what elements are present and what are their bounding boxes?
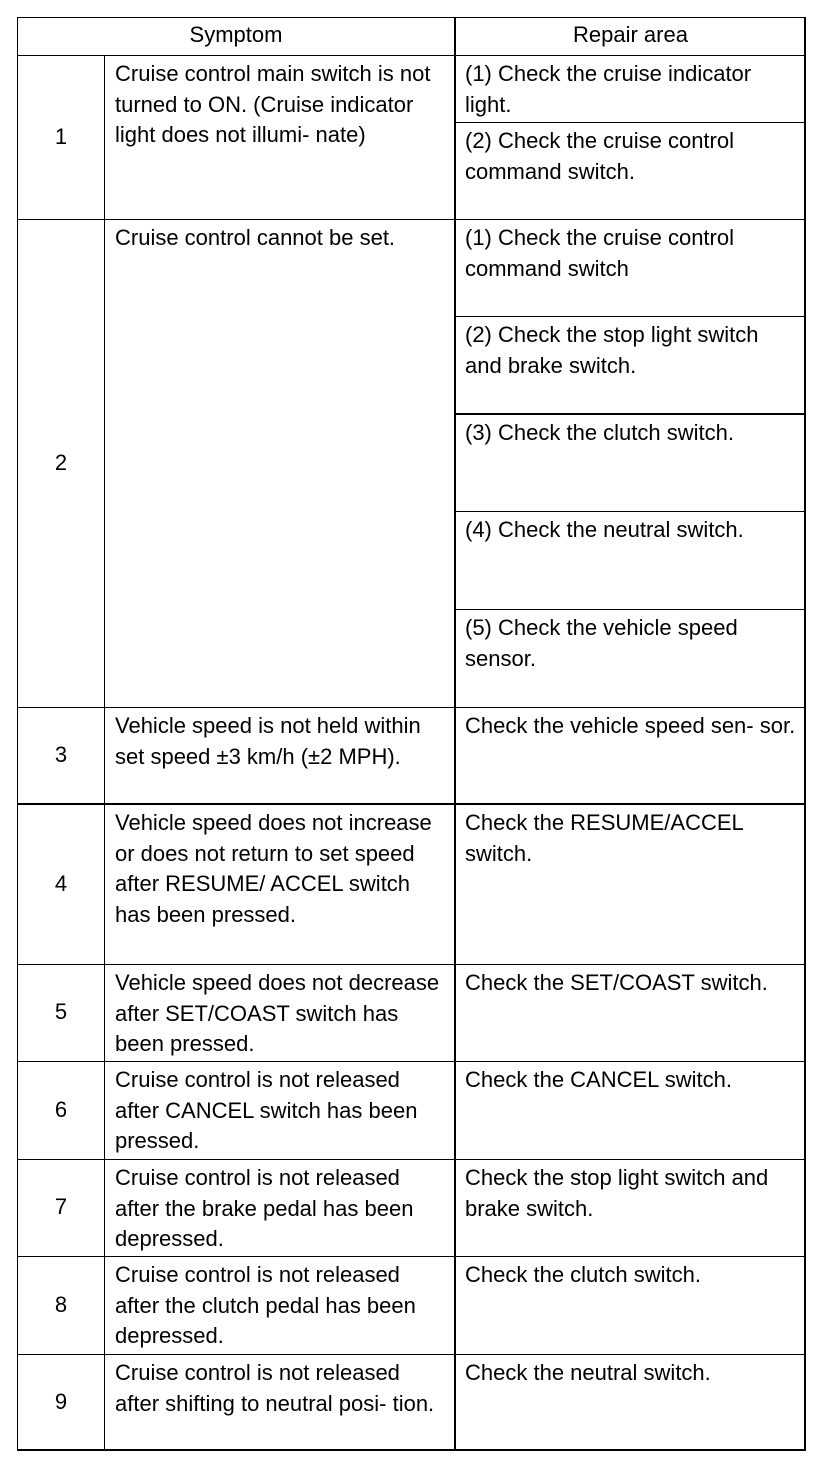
row-number: 5	[54, 999, 68, 1025]
row-divider	[17, 1354, 806, 1355]
symptom-cell: Cruise control main switch is not turned to ON. (Cruise indicator light does not illumi- nate)	[115, 61, 431, 147]
row-divider	[17, 803, 806, 805]
repair-cell: Check the SET/COAST switch.	[465, 970, 768, 995]
symptom-cell: Cruise control cannot be set.	[115, 225, 396, 250]
row-number: 3	[54, 742, 68, 768]
row-divider	[17, 1159, 806, 1160]
table-border-top	[17, 17, 806, 18]
row-divider	[17, 1256, 806, 1257]
column-divider	[454, 17, 456, 1451]
symptom-cell: Cruise control is not released after the clutch pedal has been depressed.	[115, 1262, 416, 1348]
repair-divider	[455, 316, 806, 317]
troubleshooting-table	[17, 17, 806, 1451]
repair-divider	[455, 413, 806, 415]
symptom-cell: Cruise control is not released after CANCEL switch has been pressed.	[115, 1067, 418, 1153]
row-divider	[17, 219, 806, 220]
row-number: 4	[54, 870, 68, 896]
header-repair-area: Repair area	[573, 22, 688, 47]
table-border-bottom	[17, 1449, 806, 1451]
repair-cell: Check the stop light switch and brake switch.	[465, 1165, 769, 1221]
symptom-cell: Cruise control is not released after shifting to neutral posi- tion.	[115, 1360, 435, 1416]
table-border-right	[804, 17, 806, 1451]
row-divider	[17, 707, 806, 708]
repair-cell: (1) Check the cruise control command switch	[465, 225, 734, 281]
repair-divider	[455, 122, 806, 123]
symptom-cell: Cruise control is not released after the brake pedal has been depressed.	[115, 1165, 414, 1251]
symptom-cell: Vehicle speed does not increase or does not return to set speed after RESUME/ ACCEL switch has been pressed.	[115, 810, 432, 927]
row-number: 2	[54, 449, 68, 475]
repair-divider	[455, 511, 806, 512]
repair-divider	[455, 609, 806, 610]
row-number: 8	[54, 1291, 68, 1317]
row-divider	[17, 964, 806, 965]
repair-cell: (2) Check the cruise control command switch.	[465, 128, 734, 184]
symptom-cell: Vehicle speed does not decrease after SET/COAST switch has been pressed.	[115, 970, 440, 1056]
repair-cell: (1) Check the cruise indicator light.	[465, 61, 752, 117]
repair-cell: Check the CANCEL switch.	[465, 1067, 732, 1092]
row-number: 6	[54, 1096, 68, 1122]
row-divider	[17, 1061, 806, 1062]
table-border-left	[17, 17, 18, 1451]
repair-cell: (5) Check the vehicle speed sensor.	[465, 615, 738, 671]
repair-cell: (4) Check the neutral switch.	[465, 517, 744, 542]
row-divider	[17, 55, 806, 56]
repair-cell: (2) Check the stop light switch and brake switch.	[465, 322, 759, 378]
repair-cell: Check the RESUME/ACCEL switch.	[465, 810, 743, 866]
row-number: 7	[54, 1194, 68, 1220]
repair-cell: Check the neutral switch.	[465, 1360, 711, 1385]
column-divider	[104, 55, 105, 1451]
repair-cell: Check the vehicle speed sen- sor.	[465, 713, 796, 738]
symptom-cell: Vehicle speed is not held within set speed ±3 km/h (±2 MPH).	[115, 713, 421, 769]
row-number: 9	[54, 1389, 68, 1415]
header-symptom: Symptom	[189, 22, 283, 47]
row-number: 1	[54, 123, 68, 149]
repair-cell: (3) Check the clutch switch.	[465, 420, 734, 445]
repair-cell: Check the clutch switch.	[465, 1262, 701, 1287]
